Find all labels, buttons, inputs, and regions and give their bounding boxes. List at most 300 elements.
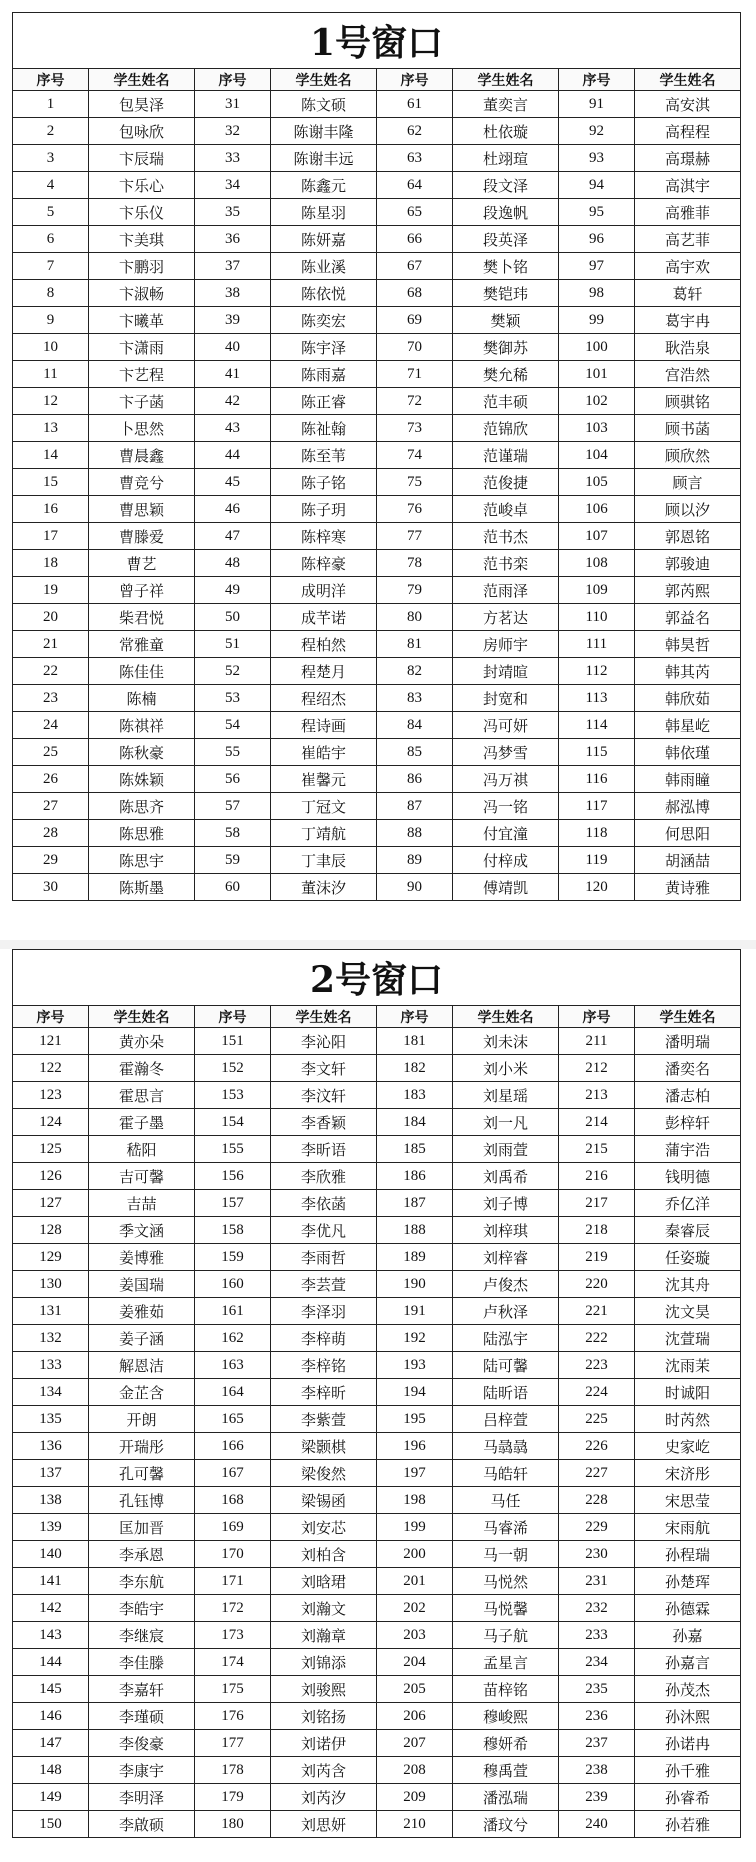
student-name: 范书栾 bbox=[453, 550, 559, 577]
seat-number: 134 bbox=[13, 1379, 89, 1406]
table-row bbox=[13, 1433, 741, 1460]
seat-number: 84 bbox=[377, 712, 453, 739]
table-row bbox=[13, 739, 741, 766]
seat-number: 218 bbox=[559, 1217, 635, 1244]
student-name: 李继宸 bbox=[89, 1622, 195, 1649]
student-name: 姜雅茹 bbox=[89, 1298, 195, 1325]
table-row bbox=[13, 1730, 741, 1757]
student-name: 高璟赫 bbox=[635, 145, 741, 172]
seat-number: 33 bbox=[195, 145, 271, 172]
student-name: 陈谢丰隆 bbox=[271, 118, 377, 145]
table-row bbox=[13, 577, 741, 604]
student-name: 沈雨茉 bbox=[635, 1352, 741, 1379]
seat-number: 225 bbox=[559, 1406, 635, 1433]
student-name: 丁聿辰 bbox=[271, 847, 377, 874]
student-name: 刘柏含 bbox=[271, 1541, 377, 1568]
table-row bbox=[13, 1298, 741, 1325]
seat-number: 13 bbox=[13, 415, 89, 442]
student-name: 刘小米 bbox=[453, 1055, 559, 1082]
student-name: 李东航 bbox=[89, 1568, 195, 1595]
student-name: 宋济彤 bbox=[635, 1460, 741, 1487]
seat-number: 133 bbox=[13, 1352, 89, 1379]
seat-number: 233 bbox=[559, 1622, 635, 1649]
seat-number: 206 bbox=[377, 1703, 453, 1730]
seat-number: 144 bbox=[13, 1649, 89, 1676]
seat-number: 132 bbox=[13, 1325, 89, 1352]
seat-number: 165 bbox=[195, 1406, 271, 1433]
student-name: 陈祺祥 bbox=[89, 712, 195, 739]
seat-number: 36 bbox=[195, 226, 271, 253]
student-name: 陈梓寒 bbox=[271, 523, 377, 550]
seat-number: 1 bbox=[13, 91, 89, 118]
seat-number: 100 bbox=[559, 334, 635, 361]
column-header-name: 学生姓名 bbox=[89, 1006, 195, 1028]
seat-number: 190 bbox=[377, 1271, 453, 1298]
student-name: 嵇阳 bbox=[89, 1136, 195, 1163]
seat-number: 15 bbox=[13, 469, 89, 496]
seat-number: 130 bbox=[13, 1271, 89, 1298]
student-name: 李紫萱 bbox=[271, 1406, 377, 1433]
student-name: 樊铠玮 bbox=[453, 280, 559, 307]
student-name: 宋思莹 bbox=[635, 1487, 741, 1514]
seat-number: 199 bbox=[377, 1514, 453, 1541]
column-header-name: 学生姓名 bbox=[635, 1006, 741, 1028]
student-name: 沈文昊 bbox=[635, 1298, 741, 1325]
student-name: 曹艺 bbox=[89, 550, 195, 577]
student-name: 常雅童 bbox=[89, 631, 195, 658]
seat-number: 122 bbox=[13, 1055, 89, 1082]
student-name: 程楚月 bbox=[271, 658, 377, 685]
seat-number: 39 bbox=[195, 307, 271, 334]
seat-number: 89 bbox=[377, 847, 453, 874]
seat-number: 74 bbox=[377, 442, 453, 469]
student-name: 封靖暄 bbox=[453, 658, 559, 685]
student-name: 崔皓宇 bbox=[271, 739, 377, 766]
seat-number: 111 bbox=[559, 631, 635, 658]
seat-number: 162 bbox=[195, 1325, 271, 1352]
seat-number: 198 bbox=[377, 1487, 453, 1514]
seat-number: 24 bbox=[13, 712, 89, 739]
student-name: 刘瀚文 bbox=[271, 1595, 377, 1622]
seat-number: 219 bbox=[559, 1244, 635, 1271]
seat-number: 171 bbox=[195, 1568, 271, 1595]
seat-number: 75 bbox=[377, 469, 453, 496]
student-name: 时芮然 bbox=[635, 1406, 741, 1433]
seat-number: 207 bbox=[377, 1730, 453, 1757]
seat-number: 17 bbox=[13, 523, 89, 550]
student-name: 潘玟兮 bbox=[453, 1811, 559, 1838]
student-name: 程柏然 bbox=[271, 631, 377, 658]
seat-number: 170 bbox=[195, 1541, 271, 1568]
seat-number: 240 bbox=[559, 1811, 635, 1838]
student-name: 李康宇 bbox=[89, 1757, 195, 1784]
seat-number: 226 bbox=[559, 1433, 635, 1460]
student-name: 刘芮含 bbox=[271, 1757, 377, 1784]
table-row bbox=[13, 1136, 741, 1163]
seat-number: 136 bbox=[13, 1433, 89, 1460]
student-name: 韩依瑾 bbox=[635, 739, 741, 766]
student-name: 范俊捷 bbox=[453, 469, 559, 496]
student-name: 范雨泽 bbox=[453, 577, 559, 604]
student-name: 段英泽 bbox=[453, 226, 559, 253]
header-row bbox=[13, 1006, 741, 1028]
student-name: 马睿浠 bbox=[453, 1514, 559, 1541]
seat-number: 143 bbox=[13, 1622, 89, 1649]
student-name: 陈思齐 bbox=[89, 793, 195, 820]
seat-number: 216 bbox=[559, 1163, 635, 1190]
student-name: 李明泽 bbox=[89, 1784, 195, 1811]
seat-number: 93 bbox=[559, 145, 635, 172]
student-name: 曹滕爱 bbox=[89, 523, 195, 550]
student-name: 李梓萌 bbox=[271, 1325, 377, 1352]
seat-number: 118 bbox=[559, 820, 635, 847]
student-name: 陈思雅 bbox=[89, 820, 195, 847]
seat-number: 110 bbox=[559, 604, 635, 631]
table-row bbox=[13, 415, 741, 442]
column-header-number: 序号 bbox=[13, 1006, 89, 1028]
student-name: 陆泓宇 bbox=[453, 1325, 559, 1352]
seat-number: 91 bbox=[559, 91, 635, 118]
student-name: 开瑞彤 bbox=[89, 1433, 195, 1460]
seat-number: 228 bbox=[559, 1487, 635, 1514]
seat-number: 152 bbox=[195, 1055, 271, 1082]
student-name: 卞曦革 bbox=[89, 307, 195, 334]
student-name: 穆妍希 bbox=[453, 1730, 559, 1757]
student-name: 韩雨瞳 bbox=[635, 766, 741, 793]
seat-number: 43 bbox=[195, 415, 271, 442]
student-name: 房师宇 bbox=[453, 631, 559, 658]
student-name: 高淇宇 bbox=[635, 172, 741, 199]
seat-number: 48 bbox=[195, 550, 271, 577]
table-row bbox=[13, 469, 741, 496]
student-name: 葛宇冉 bbox=[635, 307, 741, 334]
seat-number: 56 bbox=[195, 766, 271, 793]
student-name: 刘子博 bbox=[453, 1190, 559, 1217]
column-header-number: 序号 bbox=[377, 1006, 453, 1028]
seat-number: 177 bbox=[195, 1730, 271, 1757]
student-name: 胡涵喆 bbox=[635, 847, 741, 874]
seat-number: 145 bbox=[13, 1676, 89, 1703]
seat-number: 163 bbox=[195, 1352, 271, 1379]
seat-number: 27 bbox=[13, 793, 89, 820]
seat-number: 106 bbox=[559, 496, 635, 523]
seat-number: 41 bbox=[195, 361, 271, 388]
student-name: 耿浩泉 bbox=[635, 334, 741, 361]
student-name: 李芸萱 bbox=[271, 1271, 377, 1298]
student-name: 付梓成 bbox=[453, 847, 559, 874]
window-2-table-container bbox=[12, 949, 740, 1838]
table-row bbox=[13, 496, 741, 523]
student-name: 冯梦雪 bbox=[453, 739, 559, 766]
seat-number: 185 bbox=[377, 1136, 453, 1163]
student-name: 段逸帆 bbox=[453, 199, 559, 226]
seat-number: 64 bbox=[377, 172, 453, 199]
seat-number: 139 bbox=[13, 1514, 89, 1541]
seat-number: 79 bbox=[377, 577, 453, 604]
seat-number: 82 bbox=[377, 658, 453, 685]
student-name: 卜思然 bbox=[89, 415, 195, 442]
seat-number: 159 bbox=[195, 1244, 271, 1271]
column-header-number: 序号 bbox=[195, 1006, 271, 1028]
student-name: 陈子玥 bbox=[271, 496, 377, 523]
seat-number: 186 bbox=[377, 1163, 453, 1190]
seat-number: 18 bbox=[13, 550, 89, 577]
table-row bbox=[13, 685, 741, 712]
seat-number: 213 bbox=[559, 1082, 635, 1109]
seat-number: 131 bbox=[13, 1298, 89, 1325]
seat-number: 151 bbox=[195, 1028, 271, 1055]
seat-number: 26 bbox=[13, 766, 89, 793]
student-name: 范丰硕 bbox=[453, 388, 559, 415]
seat-number: 104 bbox=[559, 442, 635, 469]
student-name: 包咏欣 bbox=[89, 118, 195, 145]
student-name: 高艺菲 bbox=[635, 226, 741, 253]
window-1-table-container bbox=[12, 12, 740, 901]
seat-number: 71 bbox=[377, 361, 453, 388]
window-1-table bbox=[12, 12, 741, 901]
seat-number: 83 bbox=[377, 685, 453, 712]
student-name: 成芊诺 bbox=[271, 604, 377, 631]
student-name: 葛轩 bbox=[635, 280, 741, 307]
table-row bbox=[13, 1379, 741, 1406]
seat-number: 53 bbox=[195, 685, 271, 712]
student-name: 陈星羽 bbox=[271, 199, 377, 226]
student-name: 顾言 bbox=[635, 469, 741, 496]
student-name: 李依菡 bbox=[271, 1190, 377, 1217]
student-name: 孙沐熙 bbox=[635, 1703, 741, 1730]
table-body bbox=[13, 1028, 741, 1838]
student-name: 樊允稀 bbox=[453, 361, 559, 388]
student-name: 高程程 bbox=[635, 118, 741, 145]
seat-number: 214 bbox=[559, 1109, 635, 1136]
seat-number: 67 bbox=[377, 253, 453, 280]
seat-number: 61 bbox=[377, 91, 453, 118]
student-name: 秦睿辰 bbox=[635, 1217, 741, 1244]
seat-number: 189 bbox=[377, 1244, 453, 1271]
seat-number: 135 bbox=[13, 1406, 89, 1433]
student-name: 陈谢丰远 bbox=[271, 145, 377, 172]
seat-number: 154 bbox=[195, 1109, 271, 1136]
student-name: 苗梓铭 bbox=[453, 1676, 559, 1703]
student-name: 陈楠 bbox=[89, 685, 195, 712]
seat-number: 175 bbox=[195, 1676, 271, 1703]
seat-number: 108 bbox=[559, 550, 635, 577]
table-row bbox=[13, 1406, 741, 1433]
seat-number: 5 bbox=[13, 199, 89, 226]
student-name: 梁颢棋 bbox=[271, 1433, 377, 1460]
seat-number: 153 bbox=[195, 1082, 271, 1109]
student-name: 郭益名 bbox=[635, 604, 741, 631]
column-header-name: 学生姓名 bbox=[453, 1006, 559, 1028]
seat-number: 12 bbox=[13, 388, 89, 415]
student-name: 刘雨萱 bbox=[453, 1136, 559, 1163]
student-name: 韩其芮 bbox=[635, 658, 741, 685]
student-name: 马子航 bbox=[453, 1622, 559, 1649]
seat-number: 102 bbox=[559, 388, 635, 415]
student-name: 刘安芯 bbox=[271, 1514, 377, 1541]
student-name: 刘骏熙 bbox=[271, 1676, 377, 1703]
student-name: 樊御苏 bbox=[453, 334, 559, 361]
table-row bbox=[13, 1568, 741, 1595]
seat-number: 117 bbox=[559, 793, 635, 820]
seat-number: 140 bbox=[13, 1541, 89, 1568]
table-row bbox=[13, 1703, 741, 1730]
seat-number: 157 bbox=[195, 1190, 271, 1217]
seat-number: 238 bbox=[559, 1757, 635, 1784]
student-name: 杜翊瑄 bbox=[453, 145, 559, 172]
student-name: 孙睿希 bbox=[635, 1784, 741, 1811]
seat-number: 21 bbox=[13, 631, 89, 658]
student-name: 顾书菡 bbox=[635, 415, 741, 442]
column-header-name: 学生姓名 bbox=[271, 1006, 377, 1028]
seat-number: 172 bbox=[195, 1595, 271, 1622]
student-name: 黄亦朵 bbox=[89, 1028, 195, 1055]
table-row bbox=[13, 1325, 741, 1352]
table-row bbox=[13, 1055, 741, 1082]
table-row bbox=[13, 334, 741, 361]
seat-number: 9 bbox=[13, 307, 89, 334]
seat-number: 63 bbox=[377, 145, 453, 172]
column-header-number: 序号 bbox=[13, 69, 89, 91]
student-name: 吉可馨 bbox=[89, 1163, 195, 1190]
seat-number: 196 bbox=[377, 1433, 453, 1460]
table-row bbox=[13, 1271, 741, 1298]
student-name: 卞子菡 bbox=[89, 388, 195, 415]
table-row bbox=[13, 442, 741, 469]
table-row bbox=[13, 1622, 741, 1649]
student-name: 陈秋豪 bbox=[89, 739, 195, 766]
student-name: 陈依悦 bbox=[271, 280, 377, 307]
table-row bbox=[13, 523, 741, 550]
seat-number: 237 bbox=[559, 1730, 635, 1757]
student-name: 吉喆 bbox=[89, 1190, 195, 1217]
seat-number: 35 bbox=[195, 199, 271, 226]
student-name: 刘诺伊 bbox=[271, 1730, 377, 1757]
table-row bbox=[13, 1595, 741, 1622]
seat-number: 191 bbox=[377, 1298, 453, 1325]
student-name: 封宽和 bbox=[453, 685, 559, 712]
seat-number: 194 bbox=[377, 1379, 453, 1406]
seat-number: 94 bbox=[559, 172, 635, 199]
seat-number: 37 bbox=[195, 253, 271, 280]
student-name: 潘奕名 bbox=[635, 1055, 741, 1082]
seat-number: 149 bbox=[13, 1784, 89, 1811]
seat-number: 232 bbox=[559, 1595, 635, 1622]
student-name: 陈鑫元 bbox=[271, 172, 377, 199]
seat-number: 66 bbox=[377, 226, 453, 253]
seat-number: 123 bbox=[13, 1082, 89, 1109]
seat-number: 142 bbox=[13, 1595, 89, 1622]
seat-number: 184 bbox=[377, 1109, 453, 1136]
student-name: 顾以汐 bbox=[635, 496, 741, 523]
table-row bbox=[13, 1082, 741, 1109]
seat-number: 229 bbox=[559, 1514, 635, 1541]
seat-number: 32 bbox=[195, 118, 271, 145]
student-name: 卞艺程 bbox=[89, 361, 195, 388]
seat-number: 42 bbox=[195, 388, 271, 415]
student-name: 孙茂杰 bbox=[635, 1676, 741, 1703]
seat-number: 47 bbox=[195, 523, 271, 550]
student-name: 李啟硕 bbox=[89, 1811, 195, 1838]
student-name: 卢俊杰 bbox=[453, 1271, 559, 1298]
table-row bbox=[13, 1244, 741, 1271]
table-row bbox=[13, 1811, 741, 1838]
seat-number: 11 bbox=[13, 361, 89, 388]
student-name: 陈子铭 bbox=[271, 469, 377, 496]
student-name: 丁靖航 bbox=[271, 820, 377, 847]
seat-number: 236 bbox=[559, 1703, 635, 1730]
seat-number: 30 bbox=[13, 874, 89, 901]
student-name: 陈梓豪 bbox=[271, 550, 377, 577]
student-name: 陈妍嘉 bbox=[271, 226, 377, 253]
student-name: 杜依璇 bbox=[453, 118, 559, 145]
student-name: 宋雨航 bbox=[635, 1514, 741, 1541]
seat-number: 147 bbox=[13, 1730, 89, 1757]
student-name: 范锦欣 bbox=[453, 415, 559, 442]
student-name: 李佳滕 bbox=[89, 1649, 195, 1676]
seat-number: 25 bbox=[13, 739, 89, 766]
student-name: 孙楚珲 bbox=[635, 1568, 741, 1595]
student-name: 金芷含 bbox=[89, 1379, 195, 1406]
seat-number: 38 bbox=[195, 280, 271, 307]
student-name: 何思阳 bbox=[635, 820, 741, 847]
table-row bbox=[13, 1352, 741, 1379]
student-name: 程绍杰 bbox=[271, 685, 377, 712]
seat-number: 46 bbox=[195, 496, 271, 523]
student-name: 任姿璇 bbox=[635, 1244, 741, 1271]
seat-number: 7 bbox=[13, 253, 89, 280]
seat-number: 217 bbox=[559, 1190, 635, 1217]
student-name: 陈文硕 bbox=[271, 91, 377, 118]
student-name: 穆禹萱 bbox=[453, 1757, 559, 1784]
student-name: 李雨哲 bbox=[271, 1244, 377, 1271]
student-name: 郭骏迪 bbox=[635, 550, 741, 577]
seat-number: 55 bbox=[195, 739, 271, 766]
seat-number: 96 bbox=[559, 226, 635, 253]
table-row bbox=[13, 361, 741, 388]
seat-number: 178 bbox=[195, 1757, 271, 1784]
student-name: 乔亿洋 bbox=[635, 1190, 741, 1217]
student-name: 陈至苇 bbox=[271, 442, 377, 469]
student-name: 高雅菲 bbox=[635, 199, 741, 226]
seat-number: 182 bbox=[377, 1055, 453, 1082]
seat-number: 119 bbox=[559, 847, 635, 874]
student-name: 陈祉翰 bbox=[271, 415, 377, 442]
table-row bbox=[13, 1190, 741, 1217]
table-row bbox=[13, 388, 741, 415]
student-name: 李泽羽 bbox=[271, 1298, 377, 1325]
student-name: 季文涵 bbox=[89, 1217, 195, 1244]
student-name: 姜子涵 bbox=[89, 1325, 195, 1352]
student-name: 穆峻熙 bbox=[453, 1703, 559, 1730]
seat-number: 87 bbox=[377, 793, 453, 820]
seat-number: 173 bbox=[195, 1622, 271, 1649]
student-name: 顾欣然 bbox=[635, 442, 741, 469]
seat-number: 215 bbox=[559, 1136, 635, 1163]
student-name: 高安淇 bbox=[635, 91, 741, 118]
student-name: 孙嘉言 bbox=[635, 1649, 741, 1676]
student-name: 卢秋泽 bbox=[453, 1298, 559, 1325]
seat-number: 14 bbox=[13, 442, 89, 469]
seat-number: 4 bbox=[13, 172, 89, 199]
seat-number: 52 bbox=[195, 658, 271, 685]
seat-number: 181 bbox=[377, 1028, 453, 1055]
student-name: 郝泓博 bbox=[635, 793, 741, 820]
table-row bbox=[13, 1028, 741, 1055]
seat-number: 34 bbox=[195, 172, 271, 199]
seat-number: 192 bbox=[377, 1325, 453, 1352]
seat-number: 49 bbox=[195, 577, 271, 604]
